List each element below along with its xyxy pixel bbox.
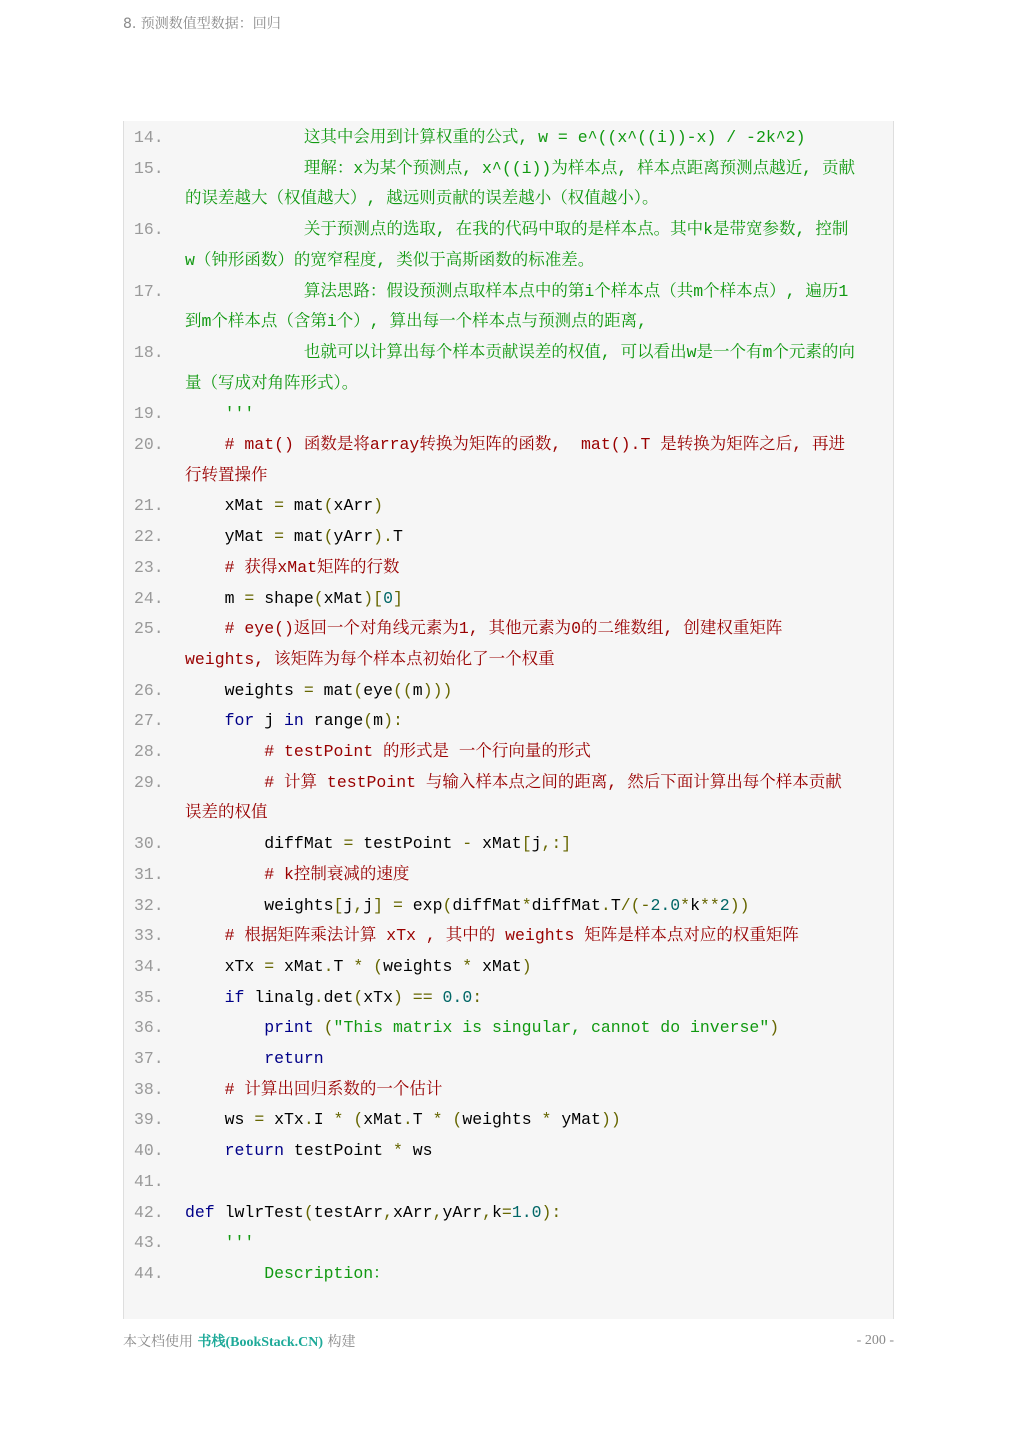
- code-token: ws: [402, 1141, 433, 1161]
- code-token: weights: [462, 1110, 542, 1130]
- code-text: [185, 399, 254, 430]
- code-token: diffMat: [452, 895, 522, 915]
- code-token: 1.0: [511, 1202, 542, 1222]
- code-token: xMat: [323, 588, 364, 608]
- code-token: xMat: [185, 496, 275, 516]
- code-token: [443, 1110, 453, 1129]
- code-token: # mat() 函数是将array转换为矩阵的函数, mat().T 是转换为矩阵之后, 再进: [185, 435, 846, 454]
- code-token: # 根据矩阵乘法计算 xTx , 其中的 weights 矩阵是样本点对应的权重矩阵: [185, 926, 799, 946]
- code-token: xMat: [472, 956, 522, 976]
- code-token: k: [492, 1202, 502, 1222]
- code-token: (: [303, 1202, 314, 1222]
- code-token: # 计算出回归系数的一个估计: [185, 1079, 443, 1099]
- code-token: 理解：x为某个预测点, x^((i))为样本点, 样本点距离预测点越近, 贡献: [185, 158, 855, 178]
- line-number: 35.: [134, 987, 164, 1007]
- code-text: [185, 1075, 442, 1106]
- code-token: *: [432, 1110, 443, 1130]
- code-line: [124, 123, 893, 154]
- code-token: 2: [719, 895, 730, 915]
- code-line: [124, 1013, 893, 1044]
- code-token: :: [472, 987, 483, 1007]
- code-line: [124, 1044, 893, 1075]
- code-token: *: [353, 956, 364, 976]
- code-token: weights: [185, 895, 334, 915]
- code-token: ))): [422, 680, 453, 700]
- line-number: 21.: [134, 496, 164, 516]
- code-token: k: [690, 895, 700, 915]
- code-token: T: [392, 527, 403, 547]
- line-number: 14.: [134, 128, 164, 147]
- code-token: ): [392, 987, 403, 1007]
- code-token: =: [244, 588, 255, 608]
- code-token: ,: [353, 895, 364, 915]
- line-number: 23.: [134, 557, 164, 577]
- code-line: [124, 1198, 893, 1229]
- code-token: return: [185, 1049, 324, 1068]
- code-token: ): [769, 1018, 780, 1038]
- code-line: [124, 891, 893, 922]
- line-number: 16.: [134, 220, 164, 240]
- line-number: 27.: [134, 711, 164, 731]
- line-number: 17.: [134, 281, 164, 301]
- code-token: w（钟形函数）的宽窄程度, 类似于高斯函数的标准差。: [185, 250, 595, 270]
- code-token: weights: [383, 956, 463, 976]
- code-token: lwlrTest: [214, 1202, 304, 1222]
- code-token: yMat: [551, 1110, 601, 1130]
- code-text: [185, 983, 482, 1014]
- code-token: (: [323, 1018, 334, 1038]
- code-line: [124, 399, 893, 430]
- code-token: *: [392, 1141, 403, 1161]
- code-token: linalg: [244, 987, 314, 1007]
- code-line: [124, 277, 893, 338]
- line-number: 36.: [134, 1018, 164, 1038]
- code-token: ): [521, 956, 532, 976]
- line-number: 25.: [134, 619, 164, 639]
- code-text: [185, 522, 403, 553]
- code-token: def: [185, 1202, 215, 1222]
- code-line: [124, 860, 893, 891]
- code-token: j: [531, 834, 542, 854]
- code-token: .: [402, 1110, 413, 1130]
- code-line: [124, 829, 893, 860]
- code-token: 算法思路：假设预测点取样本点中的第i个样本点（共m个样本点）, 遍历1: [185, 281, 849, 301]
- line-number: 40.: [134, 1141, 164, 1161]
- code-line: [124, 921, 893, 952]
- code-token: eye: [363, 680, 393, 700]
- code-text: [185, 1259, 390, 1290]
- footer-prefix: 本文档使用: [123, 1334, 198, 1350]
- code-text: [185, 952, 532, 983]
- code-token: )): [600, 1110, 621, 1130]
- code-token: diffMat: [531, 895, 601, 915]
- code-token: 误差的权值: [185, 803, 268, 823]
- code-line: [124, 338, 893, 399]
- code-block: [123, 121, 894, 1319]
- code-token: xMat: [274, 956, 324, 976]
- code-token: I: [313, 1110, 334, 1130]
- code-text: [185, 584, 403, 615]
- code-token: det: [323, 987, 354, 1007]
- code-token: [: [521, 834, 532, 854]
- code-token: j: [254, 711, 285, 731]
- code-token: ,:]: [541, 834, 572, 854]
- code-line: [124, 768, 893, 829]
- code-token: (: [313, 588, 324, 608]
- code-text: [185, 614, 782, 645]
- code-token: [403, 988, 413, 1007]
- code-line: [124, 952, 893, 983]
- code-token: =: [392, 895, 403, 915]
- code-text: [185, 891, 750, 922]
- code-token: 关于预测点的选取, 在我的代码中取的是样本点。其中k是带宽参数, 控制: [185, 220, 849, 240]
- code-text: [185, 123, 805, 154]
- code-token: T: [610, 895, 621, 915]
- code-token: [: [333, 895, 344, 915]
- code-token: ,: [383, 1202, 393, 1222]
- code-token: exp: [402, 895, 443, 915]
- code-token: weights, 该矩阵为每个样本点初始化了一个权重: [185, 649, 555, 669]
- code-text: [185, 829, 571, 860]
- line-number: 15.: [134, 158, 164, 178]
- code-token: =: [501, 1202, 512, 1222]
- code-token: xTx: [363, 987, 393, 1007]
- line-number: 29.: [134, 772, 164, 792]
- code-text: [185, 706, 403, 737]
- code-text: [185, 768, 842, 799]
- code-token: j: [363, 895, 374, 915]
- line-number: 26.: [134, 680, 164, 700]
- code-token: ]: [392, 588, 403, 608]
- code-token: diffMat: [185, 834, 344, 854]
- code-text-wrapped: [185, 798, 268, 829]
- line-number: 19.: [134, 404, 164, 424]
- code-token: for: [185, 711, 255, 731]
- code-token: xArr: [392, 1202, 433, 1222]
- code-text: [185, 737, 591, 768]
- code-token: (: [323, 527, 334, 547]
- code-token: ).: [373, 527, 393, 547]
- line-number: 22.: [134, 527, 164, 547]
- code-line: [124, 614, 893, 675]
- code-token: ((: [392, 680, 413, 700]
- line-number: 18.: [134, 342, 164, 362]
- code-text-wrapped: [185, 184, 659, 215]
- code-token: ==: [412, 987, 433, 1007]
- code-token: # testPoint 的形式是 一个行向量的形式: [185, 742, 591, 761]
- code-token: [433, 988, 443, 1007]
- code-token: T: [333, 956, 354, 976]
- code-token: ''': [185, 404, 255, 424]
- code-text: [185, 1105, 621, 1136]
- line-number: 44.: [134, 1263, 164, 1283]
- code-token: # eye()返回一个对角线元素为1, 其他元素为0的二维数组, 创建权重矩阵: [185, 619, 783, 639]
- code-token: *: [462, 956, 473, 976]
- code-token: in: [284, 711, 304, 731]
- code-token: ):: [541, 1202, 562, 1222]
- line-number: 42.: [134, 1202, 164, 1222]
- code-token: ,: [482, 1202, 492, 1222]
- code-token: =: [254, 1110, 265, 1130]
- code-token: 2.0: [650, 895, 681, 915]
- code-token: ws: [185, 1110, 255, 1130]
- line-number: 20.: [134, 435, 164, 454]
- code-line: [124, 584, 893, 615]
- code-line: [124, 1075, 893, 1106]
- code-text: [185, 1044, 324, 1075]
- code-text-wrapped: [185, 307, 647, 338]
- line-number: 43.: [134, 1233, 164, 1253]
- code-line: [124, 983, 893, 1014]
- line-number: 31.: [134, 864, 164, 884]
- code-token: testPoint: [353, 834, 463, 854]
- code-token: [363, 957, 373, 976]
- footer-suffix: 构建: [323, 1334, 356, 1350]
- code-token: j: [343, 895, 354, 915]
- code-token: **: [699, 895, 720, 915]
- code-token: 也就可以计算出每个样本贡献误差的权值, 可以看出w是一个有m个元素的向: [185, 342, 855, 362]
- code-token: testArr: [313, 1202, 384, 1222]
- code-line: [124, 706, 893, 737]
- line-number: 39.: [134, 1110, 164, 1130]
- code-token: =: [264, 956, 275, 976]
- chapter-title: 8. 预测数值型数据：回归: [123, 16, 281, 32]
- line-number: 32.: [134, 895, 164, 915]
- code-token: xMat: [363, 1110, 403, 1130]
- code-text: [185, 1198, 561, 1229]
- code-token: 量（写成对角阵形式）。: [185, 373, 359, 393]
- code-token: if: [185, 987, 245, 1007]
- code-token: (: [353, 1110, 364, 1130]
- code-token: .: [323, 956, 334, 976]
- code-token: 0.0: [442, 987, 473, 1007]
- code-token: T: [412, 1110, 433, 1130]
- code-line: [124, 1228, 893, 1259]
- code-token: yArr: [442, 1202, 483, 1222]
- line-number: 41.: [134, 1171, 164, 1191]
- code-token: yMat: [185, 527, 275, 547]
- code-token: 到m个样本点（含第i个）, 算出每一个样本点与预测点的距离,: [185, 312, 648, 332]
- code-text-wrapped: [185, 645, 555, 676]
- code-token: *: [680, 895, 691, 915]
- code-token: return: [185, 1141, 285, 1161]
- code-token: )): [729, 895, 750, 915]
- code-line: [124, 737, 893, 768]
- footer-credit: [123, 1331, 356, 1351]
- code-token: (: [373, 956, 384, 976]
- code-token: 行转置操作: [185, 465, 268, 485]
- code-token: # k控制衰减的速度: [185, 864, 410, 884]
- code-token: (: [452, 1110, 463, 1130]
- code-token: m: [373, 711, 384, 731]
- code-text: [185, 430, 845, 461]
- code-token: =: [274, 527, 285, 547]
- code-text: [185, 553, 400, 584]
- code-token: (: [442, 895, 453, 915]
- page-number: - 200 -: [856, 1333, 894, 1348]
- code-text: [185, 676, 452, 707]
- code-token: print: [185, 1018, 314, 1038]
- line-number: 28.: [134, 742, 164, 761]
- code-token: =: [303, 680, 314, 700]
- code-line: [124, 676, 893, 707]
- code-line: [124, 1136, 893, 1167]
- code-token: .: [600, 895, 611, 915]
- line-number: 34.: [134, 956, 164, 976]
- code-token: (: [363, 711, 374, 731]
- code-token: yArr: [333, 527, 374, 547]
- code-token: [343, 1110, 353, 1129]
- code-token: -: [462, 834, 473, 854]
- code-token: "This matrix is singular, cannot do inverse": [333, 1018, 770, 1038]
- code-line: [124, 430, 893, 491]
- code-line: [124, 215, 893, 276]
- code-text: [185, 215, 848, 246]
- line-number: 30.: [134, 834, 164, 854]
- line-number: 24.: [134, 588, 164, 608]
- bookstack-link[interactable]: 书栈(BookStack.CN): [197, 1335, 324, 1350]
- code-text-wrapped: [185, 246, 594, 277]
- code-token: # 获得xMat矩阵的行数: [185, 557, 400, 577]
- code-token: (: [353, 987, 364, 1007]
- code-token: xMat: [472, 834, 522, 854]
- code-text: [185, 1013, 779, 1044]
- code-token: .: [313, 987, 324, 1007]
- code-token: =: [343, 834, 354, 854]
- code-text-wrapped: [185, 369, 358, 400]
- code-line: [124, 154, 893, 215]
- code-line: [124, 1105, 893, 1136]
- code-token: weights: [185, 680, 304, 700]
- code-token: mat: [313, 680, 354, 700]
- code-token: range: [303, 711, 364, 731]
- code-token: xTx: [185, 956, 265, 976]
- code-line: [124, 522, 893, 553]
- code-token: (: [323, 496, 334, 516]
- code-token: .: [303, 1110, 314, 1130]
- line-number: 38.: [134, 1079, 164, 1099]
- code-token: ,: [432, 1202, 443, 1222]
- code-line: [124, 553, 893, 584]
- code-token: xTx: [264, 1110, 304, 1130]
- code-token: 这其中会用到计算权重的公式, w = e^((x^((i))-x) / -2k^2): [185, 128, 806, 147]
- code-text: [185, 277, 848, 308]
- code-token: 的误差越大（权值越大）, 越远则贡献的误差越小（权值越小）。: [185, 189, 659, 209]
- code-line: [124, 1167, 893, 1198]
- code-token: # 计算 testPoint 与输入样本点之间的距离, 然后下面计算出每个样本贡献: [185, 772, 842, 792]
- code-token: *: [333, 1110, 344, 1130]
- code-token: *: [541, 1110, 552, 1130]
- code-token: =: [274, 496, 285, 516]
- code-text: [185, 1136, 433, 1167]
- code-token: (: [353, 680, 364, 700]
- code-text: [185, 154, 855, 185]
- code-line: [124, 491, 893, 522]
- code-token: ]: [373, 895, 384, 915]
- code-text: [185, 1228, 254, 1259]
- code-token: ): [373, 496, 384, 516]
- code-token: [314, 1018, 324, 1037]
- code-token: m: [185, 588, 245, 608]
- code-token: xArr: [333, 496, 374, 516]
- code-text: [185, 338, 855, 369]
- code-text: [185, 921, 799, 952]
- code-token: ''': [185, 1233, 255, 1253]
- line-number: 33.: [134, 926, 164, 946]
- code-text: [185, 860, 409, 891]
- code-token: testPoint: [284, 1141, 393, 1161]
- code-token: m: [412, 680, 423, 700]
- code-token: [383, 896, 393, 915]
- code-token: mat: [284, 496, 324, 516]
- code-text: [185, 491, 383, 522]
- code-text-wrapped: [185, 461, 268, 492]
- code-token: mat: [284, 527, 324, 547]
- code-token: /(-: [620, 895, 651, 915]
- code-token: ):: [383, 711, 403, 731]
- line-number: 37.: [134, 1049, 164, 1068]
- code-token: 0: [383, 588, 393, 608]
- code-token: Description：: [185, 1263, 390, 1283]
- code-line: [124, 1259, 893, 1290]
- code-token: *: [521, 895, 532, 915]
- code-token: shape: [254, 588, 314, 608]
- code-token: )[: [363, 588, 384, 608]
